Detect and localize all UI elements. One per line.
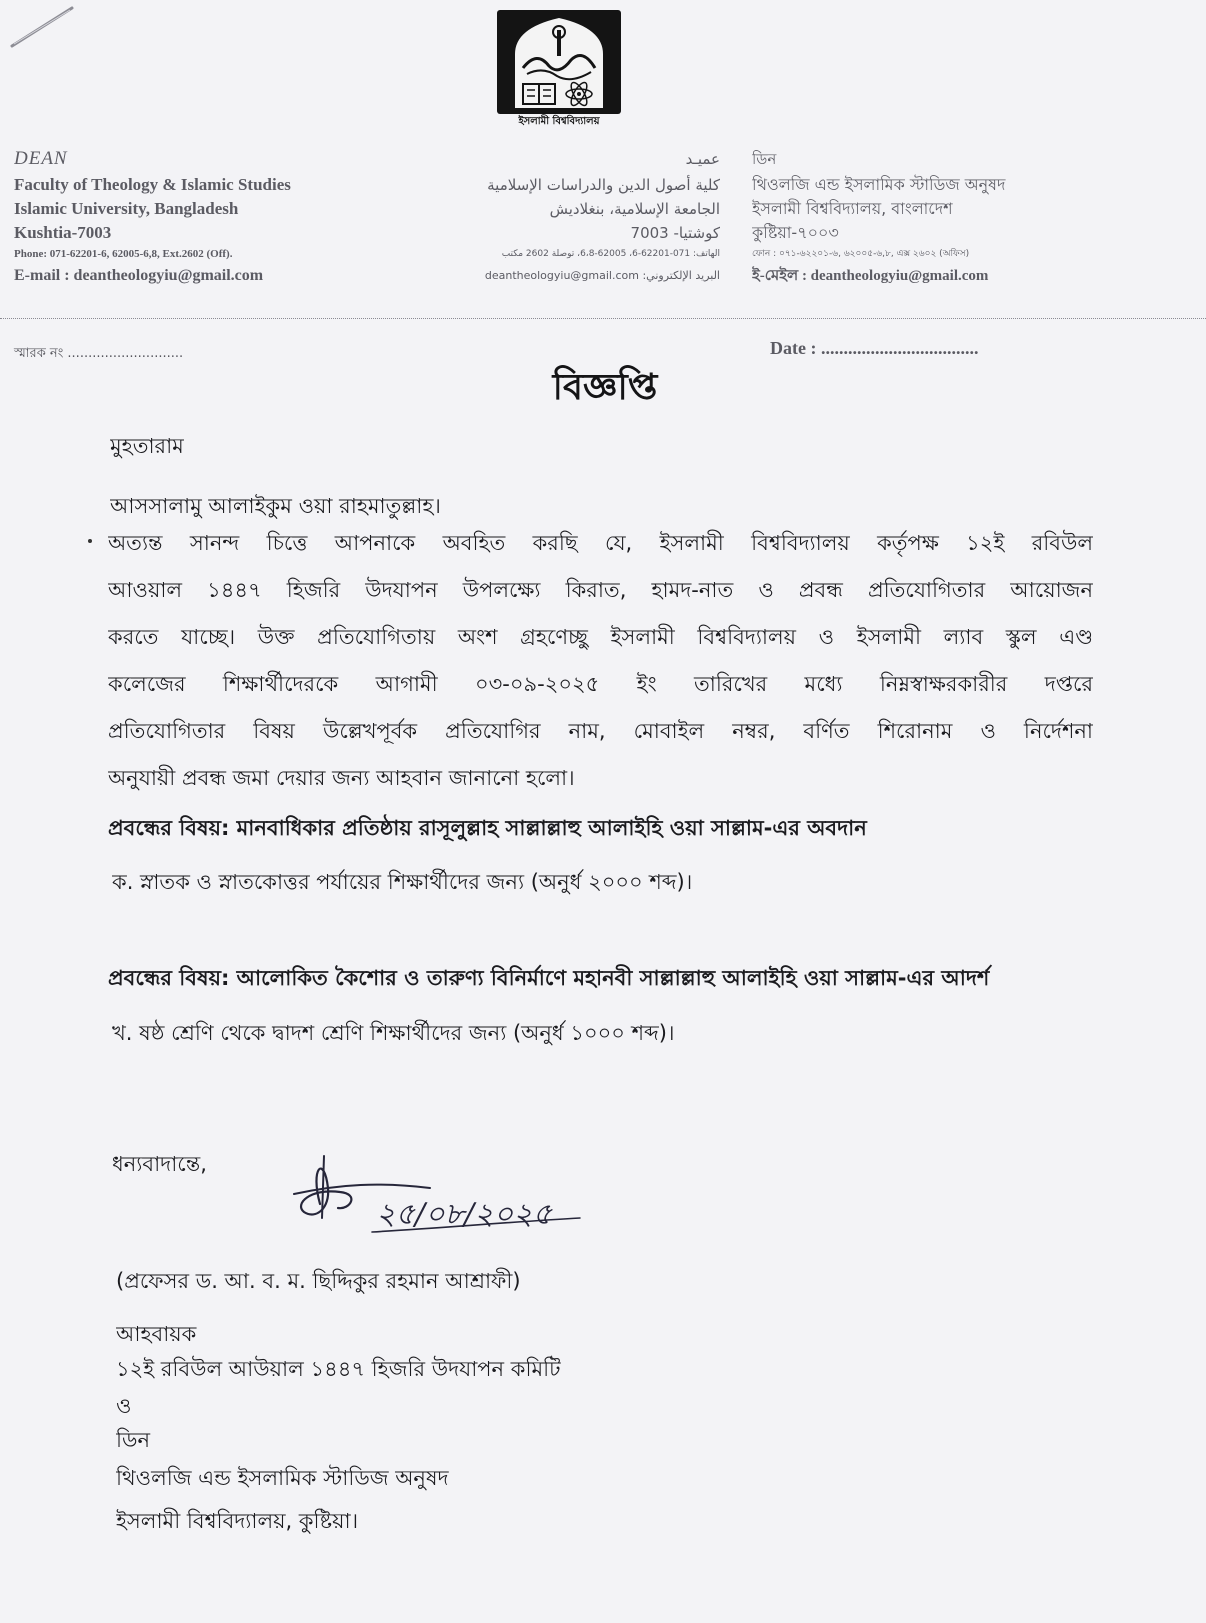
arabic-city: كوشتيا- 7003: [630, 224, 720, 242]
english-email: E-mail : deantheologyiu@gmail.com: [14, 267, 264, 284]
closing-regards: ধন্যবাদান্তে,: [112, 1152, 207, 1176]
letterhead-divider: [0, 318, 1206, 319]
arabic-email: البريد الإلكتروني: deantheologyiu@gmail.com: [484, 269, 720, 282]
signatory-title: ডিন: [116, 1428, 150, 1452]
topic-note-1: ক. স্নাতক ও স্নাতকোত্তর পর্যায়ের শিক্ষার্থীদের জন্য (অনুর্ধ ২০০০ শব্দ)।: [112, 870, 693, 894]
paragraph-line: কলেজের শিক্ষার্থীদেরকে আগামী ০৩-০৯-২০২৫ ইং তারিখের মধ্যে নিম্নস্বাক্ষরকারীর দপ্তরে: [108, 672, 1093, 696]
greeting: আসসালামু আলাইকুম ওয়া রাহমাতুল্লাহ।: [110, 494, 441, 518]
paragraph-line: অনুযায়ী প্রবন্ধ জমা দেয়ার জন্য আহবান জানানো হলো।: [108, 766, 575, 790]
bullet-dot: [88, 539, 92, 543]
arabic-university: الجامعة الإسلامية، بنغلاديش: [549, 200, 720, 218]
signatory-university: ইসলামী বিশ্ববিদ্যালয়, কুষ্টিয়া।: [116, 1509, 359, 1533]
english-phone: Phone: 071-62201-6, 62005-6,8, Ext.2602 (Off).: [14, 248, 233, 260]
paragraph-line: করতে যাচ্ছে। উক্ত প্রতিযোগিতায় অংশ গ্রহণেচ্ছু ইসলামী বিশ্ববিদ্যালয় ও ইসলামী ল্যাব স্কুল এণ্ড: [108, 625, 1093, 649]
english-faculty: Faculty of Theology & Islamic Studies: [14, 175, 291, 194]
arabic-faculty: كلية أصول الدين والدراسات الإسلامية: [487, 176, 720, 194]
bengali-university: ইসলামী বিশ্ববিদ্যালয়, বাংলাদেশ: [752, 199, 953, 218]
memo-reference: স্মারক নং ............................: [14, 346, 184, 361]
topic-note-2: খ. ষষ্ঠ শ্রেণি থেকে দ্বাদশ শ্রেণি শিক্ষার্থীদের জন্য (অনুর্ধ ১০০০ শব্দ)।: [112, 1021, 675, 1045]
letterhead-english: [14, 145, 374, 289]
arabic-title: عميـد: [685, 150, 720, 168]
signatory-role: আহবায়ক: [116, 1322, 197, 1346]
bengali-phone: ফোন : ০৭১-৬২২০১-৬, ৬২০০৫-৬,৮, এক্স ২৬০২ (অফিস): [752, 249, 970, 259]
bengali-faculty: থিওলজি এন্ড ইসলামিক স্টাডিজ অনুষদ: [752, 175, 1006, 194]
letterhead-bengali: [752, 145, 1192, 289]
arabic-phone: الهاتف: 071-62201-6، 62005-6،8، توصلة 2602 مكتب: [501, 249, 720, 259]
topic-heading-1: প্রবন্ধের বিষয়: মানবাধিকার প্রতিষ্ঠায় রাসূলুল্লাহ সাল্লাল্লাহু আলাইহি ওয়া সাল্লাম-এর অবদান: [108, 816, 867, 840]
handwritten-signature: [280, 1148, 610, 1260]
signatory-name: (প্রফেসর ড. আ. ব. ম. ছিদ্দিকুর রহমান আশ্রাফী): [116, 1269, 521, 1293]
bengali-title: ডিন: [752, 150, 777, 168]
signatory-committee: ১২ই রবিউল আউয়াল ১৪৪৭ হিজরি উদযাপন কমিটি: [116, 1357, 561, 1381]
english-university: Islamic University, Bangladesh: [14, 199, 239, 218]
english-city: Kushtia-7003: [14, 223, 112, 242]
university-logo: [497, 10, 621, 114]
bengali-email: ই-মেইল : deantheologyiu@gmail.com: [752, 268, 989, 284]
signatory-conjunction: ও: [116, 1394, 132, 1418]
topic-heading-2: প্রবন্ধের বিষয়: আলোকিত কৈশোর ও তারুণ্য বিনির্মাণে মহানবী সাল্লাল্লাহু আলাইহি ওয়া সাল্লাম-এর আদর্শ: [108, 966, 990, 990]
pen-stroke-mark: [8, 4, 78, 50]
letterhead-arabic: [380, 145, 720, 289]
logo-caption: ইসলামী বিশ্ববিদ্যালয়: [518, 116, 600, 127]
bengali-city: কুষ্টিয়া-৭০০৩: [752, 223, 839, 242]
notice-title: বিজ্ঞপ্তি: [552, 367, 658, 408]
paragraph-line: আওয়াল ১৪৪৭ হিজরি উদযাপন উপলক্ষ্যে কিরাত, হামদ-নাত ও প্রবন্ধ প্রতিযোগিতার আয়োজন: [108, 578, 1093, 602]
paragraph-line: প্রতিযোগিতার বিষয় উল্লেখপূর্বক প্রতিযোগির নাম, মোবাইল নম্বর, বর্ণিত শিরোনাম ও নির্দেশনা: [108, 719, 1093, 743]
salutation: মুহতারাম: [110, 434, 184, 458]
signatory-faculty: থিওলজি এন্ড ইসলামিক স্টাডিজ অনুষদ: [116, 1466, 449, 1490]
paragraph-line: অত্যন্ত সানন্দ চিত্তে আপনাকে অবহিত করছি যে, ইসলামী বিশ্ববিদ্যালয় কর্তৃপক্ষ ১২ই রবিউল: [108, 531, 1093, 555]
english-title: DEAN: [14, 148, 68, 169]
signature-date: ২৫/০৮/২০২৫: [376, 1197, 553, 1232]
memo-date: Date : ...................................: [770, 338, 979, 358]
notice-paragraph: [108, 520, 1093, 802]
